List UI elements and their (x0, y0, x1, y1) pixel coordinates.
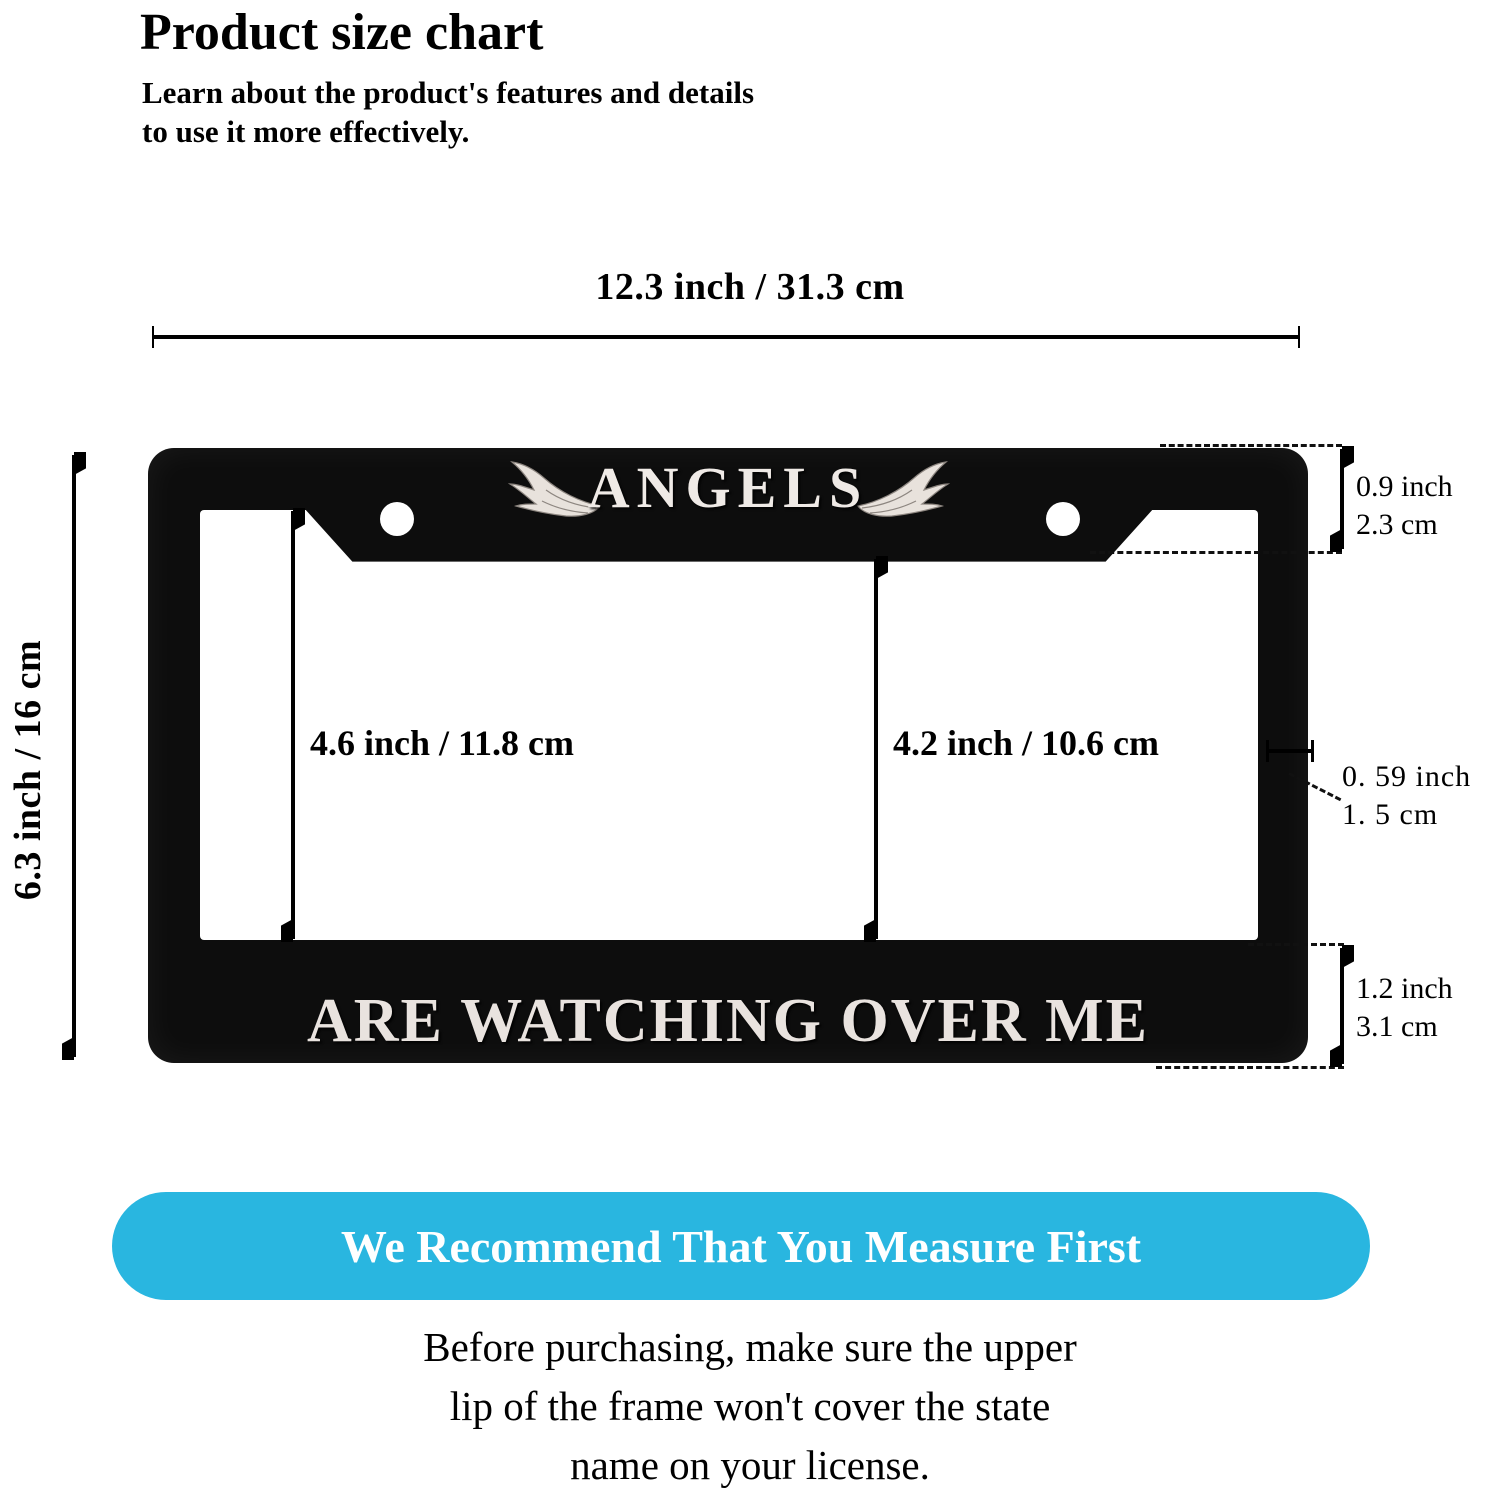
frame-top-text: ANGELS (587, 455, 869, 520)
leader-line-top-lower (1090, 551, 1342, 554)
side-rail-arrow (1266, 740, 1314, 762)
header-block (140, 2, 1140, 151)
overall-width-arrow (152, 326, 1300, 348)
side-rail-label: 0. 59 inch 1. 5 cm (1342, 760, 1472, 831)
overall-height-label: 6.3 inch / 16 cm (7, 639, 49, 901)
inner-height-left-label: 4.6 inch / 11.8 cm (310, 723, 575, 763)
recommend-banner-text: We Recommend That You Measure First (340, 1220, 1142, 1272)
bottom-lip-label: 1.2 inch 3.1 cm (1356, 972, 1453, 1043)
overall-height-arrow (62, 452, 86, 1060)
inner-height-left-arrow (281, 508, 305, 942)
page-title: Product size chart (140, 4, 544, 61)
footer-note: Before purchasing, make sure the upper lip of the frame won't cover the state name on your license. (423, 1324, 1077, 1488)
top-lip-label: 0.9 inch 2.3 cm (1356, 470, 1453, 541)
leader-line-top-upper (1160, 444, 1342, 447)
page-subtitle: Learn about the product's features and details to use it more effectively. (142, 75, 755, 149)
frame-bottom-text: ARE WATCHING OVER ME (306, 987, 1150, 1055)
recommend-banner (112, 1192, 1370, 1300)
bottom-lip-arrow (1330, 945, 1354, 1067)
top-lip-arrow (1330, 446, 1354, 552)
leader-line-bottom-lower (1156, 1066, 1344, 1069)
overall-width-label: 12.3 inch / 31.3 cm (595, 266, 905, 308)
inner-height-right-arrow (864, 556, 888, 942)
inner-height-right-label: 4.2 inch / 10.6 cm (893, 723, 1159, 763)
